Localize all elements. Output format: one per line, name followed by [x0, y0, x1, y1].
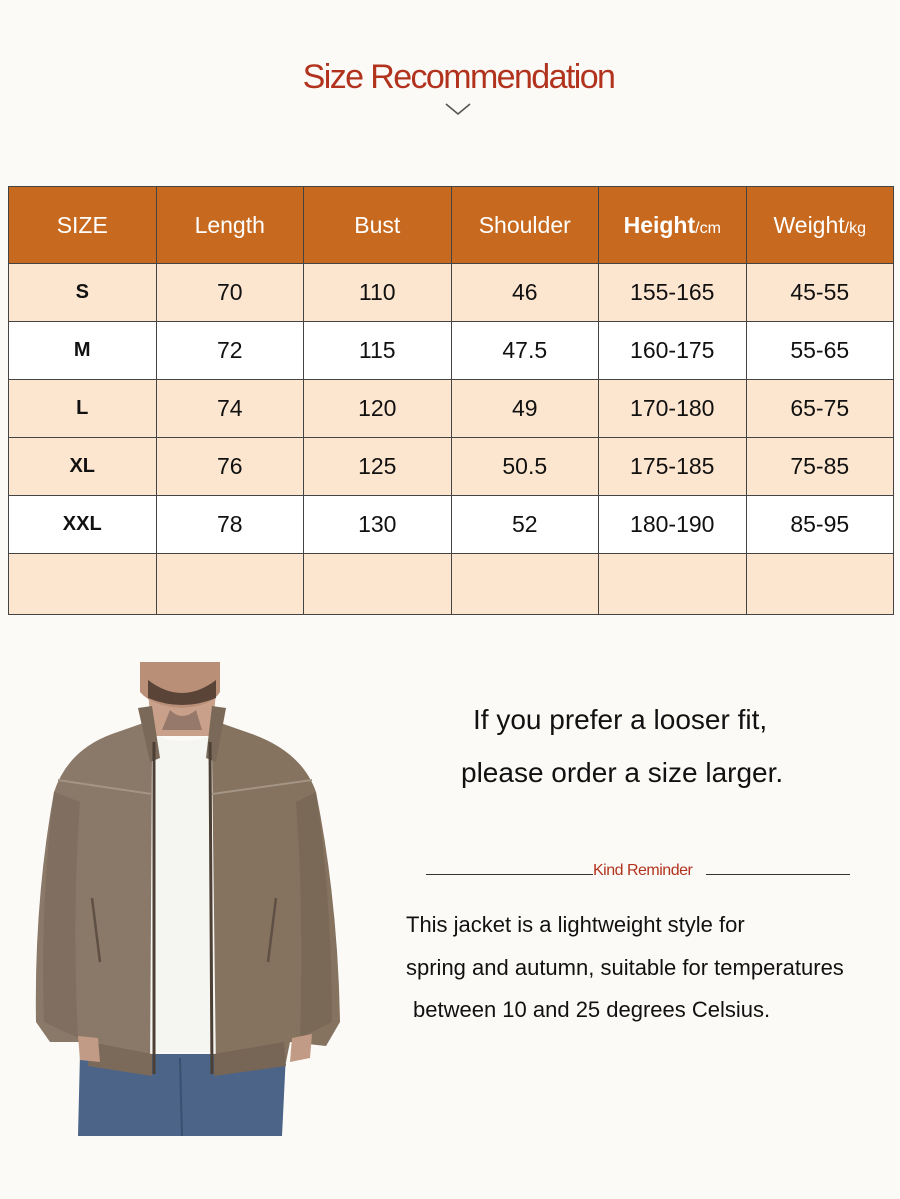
- empty-cell: [9, 554, 157, 615]
- shoulder-cell: 52: [451, 496, 599, 554]
- divider-line-left: [426, 874, 593, 875]
- shoulder-cell: 46: [451, 264, 599, 322]
- column-label: Bust: [354, 211, 401, 238]
- bust-cell: 130: [304, 496, 452, 554]
- kind-reminder-divider: [426, 860, 850, 884]
- reminder-text-line3: between 10 and 25 degrees Celsius.: [413, 997, 771, 1022]
- divider-line-right: [706, 874, 850, 875]
- height-cell: 175-185: [599, 438, 747, 496]
- shoulder-cell: 50.5: [451, 438, 599, 496]
- size-cell: XXL: [9, 496, 157, 554]
- weight-cell: 85-95: [746, 496, 894, 554]
- length-cell: 78: [156, 496, 304, 554]
- weight-cell: 65-75: [746, 380, 894, 438]
- weight-cell: 75-85: [746, 438, 894, 496]
- fit-advice-line1: If you prefer a looser fit,: [473, 704, 768, 735]
- weight-cell: 45-55: [746, 264, 894, 322]
- column-header-bust: [304, 187, 452, 264]
- length-cell: 76: [156, 438, 304, 496]
- length-cell: 72: [156, 322, 304, 380]
- length-cell: 74: [156, 380, 304, 438]
- table-row: [9, 380, 894, 438]
- bust-cell: 115: [304, 322, 452, 380]
- size-cell: S: [9, 264, 157, 322]
- empty-cell: [304, 554, 452, 615]
- reminder-text-line1: This jacket is a lightweight style for: [406, 912, 745, 937]
- size-cell: XL: [9, 438, 157, 496]
- kind-reminder-label: Kind Reminder: [593, 862, 693, 879]
- column-header-size: [9, 187, 157, 264]
- bust-cell: 125: [304, 438, 452, 496]
- empty-cell: [599, 554, 747, 615]
- bust-cell: 120: [304, 380, 452, 438]
- height-cell: 160-175: [599, 322, 747, 380]
- table-row: [9, 322, 894, 380]
- column-label: SIZE: [56, 211, 108, 238]
- length-cell: 70: [156, 264, 304, 322]
- size-cell: L: [9, 380, 157, 438]
- column-header-length: [156, 187, 304, 264]
- column-header-weight: [746, 187, 894, 264]
- table-row: [9, 496, 894, 554]
- shoulder-cell: 47.5: [451, 322, 599, 380]
- empty-cell: [746, 554, 894, 615]
- column-label: Height: [623, 211, 696, 238]
- column-label: Length: [194, 211, 265, 238]
- table-header-row: [9, 187, 894, 264]
- empty-cell: [156, 554, 304, 615]
- shoulder-cell: 49: [451, 380, 599, 438]
- height-cell: 155-165: [599, 264, 747, 322]
- column-unit: /kg: [844, 219, 866, 237]
- bust-cell: 110: [304, 264, 452, 322]
- column-header-shoulder: [451, 187, 599, 264]
- fit-advice-line2: please order a size larger.: [461, 757, 784, 788]
- reminder-text-line2: spring and autumn, suitable for temperatures: [406, 955, 844, 980]
- height-cell: 170-180: [599, 380, 747, 438]
- column-label: Shoulder: [478, 211, 571, 238]
- column-header-height: [599, 187, 747, 264]
- chevron-down-icon: [444, 101, 472, 117]
- page-title: Size Recommendation: [302, 58, 615, 96]
- height-cell: 180-190: [599, 496, 747, 554]
- column-unit: /cm: [695, 219, 721, 237]
- table-row: [9, 438, 894, 496]
- column-label: Weight: [773, 211, 845, 238]
- product-photo: [20, 662, 360, 1140]
- weight-cell: 55-65: [746, 322, 894, 380]
- empty-table-row: [9, 554, 894, 615]
- size-cell: M: [9, 322, 157, 380]
- table-row: [9, 264, 894, 322]
- empty-cell: [451, 554, 599, 615]
- size-chart-table: [8, 186, 894, 615]
